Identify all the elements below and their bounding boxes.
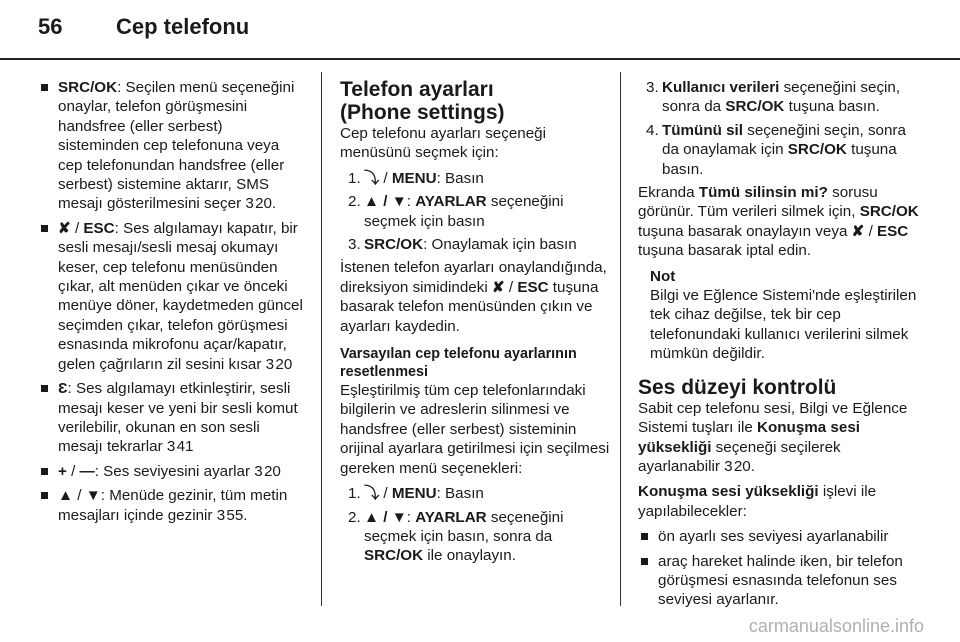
- step-2: [340, 192, 610, 231]
- paragraph-text: işlevi ile yapılabilecekler:: [638, 483, 877, 520]
- step-number: 2.: [348, 193, 361, 211]
- key-ayarlar: AYARLAR: [415, 193, 487, 211]
- key-src-ok: SRC/OK: [787, 141, 847, 159]
- page-ref-icon: 3 20: [254, 462, 281, 480]
- voice-icon: Ɛ: [58, 380, 68, 398]
- page-ref-icon: 3 41: [166, 438, 194, 456]
- reset-paragraph: Eşleştirilmiş tüm cep telefonlarındaki bilgilerin ve adreslerin silinmesi ve handsfree (eller serbest) sisteminin orijinal ayarlara getirilmesi için seçilmesi gereken menü seçenekleri:: [340, 382, 610, 477]
- paragraph-text: Ekranda: [638, 184, 699, 202]
- page-ref-icon: 3 55.: [216, 506, 248, 524]
- key-delete-all: Tümünü sil: [662, 121, 743, 139]
- separator: /: [864, 222, 878, 240]
- key-speech-volume: Konuşma sesi yüksekliği: [638, 419, 860, 456]
- column-2: [340, 78, 610, 570]
- step-number: 3.: [348, 236, 361, 254]
- step-text: tuşuna basın.: [784, 98, 880, 116]
- list-item-text: : Ses algılamayı etkinleştirir, sesli mesajı keser ve yeni bir sesli komut verilebilir, okunan en son sesli mesajı tekrarlar: [58, 380, 298, 456]
- list-item-navigate: [38, 486, 306, 525]
- note-box: [638, 267, 922, 364]
- separator: :: [406, 508, 416, 526]
- step-4: [638, 121, 922, 179]
- section-heading: Telefon ayarları: [340, 78, 494, 101]
- step-1: [340, 169, 610, 188]
- confirm-paragraph: [638, 183, 922, 261]
- mute-icon: ✘: [491, 278, 505, 296]
- step-text: seçeneğini seçin, sonra da: [662, 79, 901, 116]
- list-item-text: : Ses algılamayı kapatır, bir sesli mesajı/sesli mesaj okumayı keser, cep telefonu menüsünden çıkar, alt menüden çıkar ve önceki menüye döner, kaydetmeden güncel seçimden çıkar, telefon görüşmesi esnasında mikrofonu açar/kapatır, gelen çağrıların zil sesini kısar: [58, 219, 303, 373]
- page-ref-icon: 3 20.: [724, 457, 755, 475]
- step-text: seçeneğini seçin, sonra da onaylamak için: [662, 121, 906, 159]
- page-ref-icon: 3 20.: [245, 195, 277, 213]
- step-text: ile onaylayın.: [423, 547, 516, 565]
- key-src-ok: SRC/OK: [859, 203, 919, 221]
- section-heading-english: (Phone settings): [340, 101, 505, 124]
- paragraph-text: sorusu görünür. Tüm verileri silmek için,: [638, 184, 878, 221]
- arrows-icon: ▲ / ▼: [364, 508, 407, 526]
- menu-icon: ⤵: [364, 169, 380, 187]
- list-item: ön ayarlı ses seviyesi ayarlanabilir: [638, 527, 922, 546]
- list-item-volume: [38, 462, 306, 481]
- step-text: : Basın: [436, 169, 484, 187]
- key-src-ok: SRC/OK: [364, 236, 424, 254]
- column-divider-left: [321, 72, 322, 606]
- mute-icon: ✘: [851, 222, 865, 240]
- paragraph-text: Sabit cep telefonu sesi, Bilgi ve Eğlence Sistemi tuşları ile: [638, 399, 908, 437]
- menu-icon: ⤵: [364, 485, 380, 503]
- paragraph-text: tuşuna basarak telefon menüsünden çıkın ve ayarları kaydedin.: [340, 278, 599, 335]
- note-text: Bilgi ve Eğlence Sistemi'nde eşleştirilen tek cihaz değilse, tek bir cep telefonundaki kullanıcı verilerini silmek mümkün değildir.: [650, 287, 917, 363]
- column-divider-right: [620, 72, 621, 606]
- column-3: [638, 78, 922, 615]
- list-item-text: : Menüde gezinir, tüm metin mesajları içinde gezinir: [58, 487, 288, 524]
- step-1: [340, 484, 610, 503]
- minus-icon: —: [79, 462, 95, 480]
- key-esc: ESC: [517, 278, 549, 296]
- step-text: seçeneğini seçmek için basın: [364, 193, 564, 230]
- paragraph-text: seçeneği seçilerek ayarlanabilir: [638, 438, 841, 475]
- volume-paragraph: [638, 399, 922, 477]
- list-item-src-ok: [38, 78, 306, 214]
- mute-icon: ✘: [58, 219, 71, 237]
- key-user-data: Kullanıcı verileri: [662, 79, 780, 96]
- note-title: Not: [650, 267, 676, 285]
- key-src-ok: SRC/OK: [58, 79, 118, 96]
- step-number: 3.: [646, 79, 659, 96]
- section-heading-volume: Ses düzeyi kontrolü: [638, 375, 837, 399]
- key-menu: MENU: [391, 485, 437, 503]
- step-number: 4.: [646, 121, 659, 139]
- step-number: 1.: [348, 485, 361, 503]
- separator: /: [73, 487, 86, 505]
- step-text: tuşuna basın.: [662, 141, 897, 178]
- step-3: [638, 78, 922, 117]
- watermark: carmanualsonline.info: [748, 616, 924, 636]
- page-title: Cep telefonu: [116, 14, 250, 39]
- separator: /: [66, 462, 80, 480]
- separator: /: [379, 485, 392, 503]
- exit-paragraph: [340, 258, 610, 336]
- plus-icon: +: [58, 462, 67, 480]
- step-text: seçeneğini seçmek için basın, sonra da: [364, 508, 564, 545]
- prompt-delete-all: Tümü silinsin mi?: [698, 184, 828, 202]
- paragraph-text: İstenen telefon ayarları onaylandığında, direksiyon simidindeki: [340, 259, 607, 296]
- step-2: [340, 508, 610, 566]
- key-esc: ESC: [83, 219, 115, 237]
- list-item-esc: [38, 219, 306, 374]
- key-ayarlar: AYARLAR: [415, 508, 487, 526]
- separator: /: [504, 278, 518, 296]
- arrow-up-icon: ▲: [58, 487, 74, 505]
- arrows-icon: ▲ / ▼: [364, 193, 407, 211]
- step-text: : Onaylamak için basın: [423, 236, 577, 254]
- function-paragraph: [638, 482, 922, 521]
- key-menu: MENU: [391, 169, 437, 187]
- list-item-text: : Seçilen menü seçeneğini onaylar, telefon görüşmesini handsfree (eller serbest) sisteminden cep telefonuna veya cep telefonundan handsfree (eller serbest) sistemine aktarır, SMS mesajı gösterilmesini seçer: [58, 79, 295, 213]
- page-ref-icon: 3 20: [265, 355, 293, 373]
- subheading-reset: Varsayılan cep telefonu ayarlarının resetlenmesi: [340, 346, 577, 380]
- paragraph-text: tuşuna basarak onaylayın veya: [638, 222, 852, 240]
- step-number: 1.: [348, 169, 361, 187]
- separator: /: [379, 169, 392, 187]
- separator: /: [70, 219, 84, 237]
- separator: :: [406, 193, 416, 211]
- step-number: 2.: [348, 508, 361, 526]
- key-esc: ESC: [877, 222, 909, 240]
- key-speech-volume: Konuşma sesi yüksekliği: [638, 483, 819, 501]
- column-1: [38, 78, 306, 530]
- key-src-ok: SRC/OK: [725, 98, 785, 116]
- page-number: 56: [38, 14, 63, 39]
- arrow-down-icon: ▼: [85, 487, 101, 505]
- intro-text: Cep telefonu ayarları seçeneği menüsünü seçmek için:: [340, 125, 547, 162]
- step-text: : Basın: [436, 485, 484, 503]
- list-item-voice: [38, 379, 306, 457]
- list-item: araç hareket halinde iken, bir telefon görüşmesi esnasında telefonun ses seviyesi ayarlanır.: [638, 552, 922, 610]
- step-3: [340, 235, 610, 254]
- key-src-ok: SRC/OK: [364, 547, 424, 565]
- paragraph-text: tuşuna basarak iptal edin.: [638, 242, 812, 260]
- header-rule: [0, 58, 960, 60]
- list-item-text: : Ses seviyesini ayarlar: [94, 462, 255, 480]
